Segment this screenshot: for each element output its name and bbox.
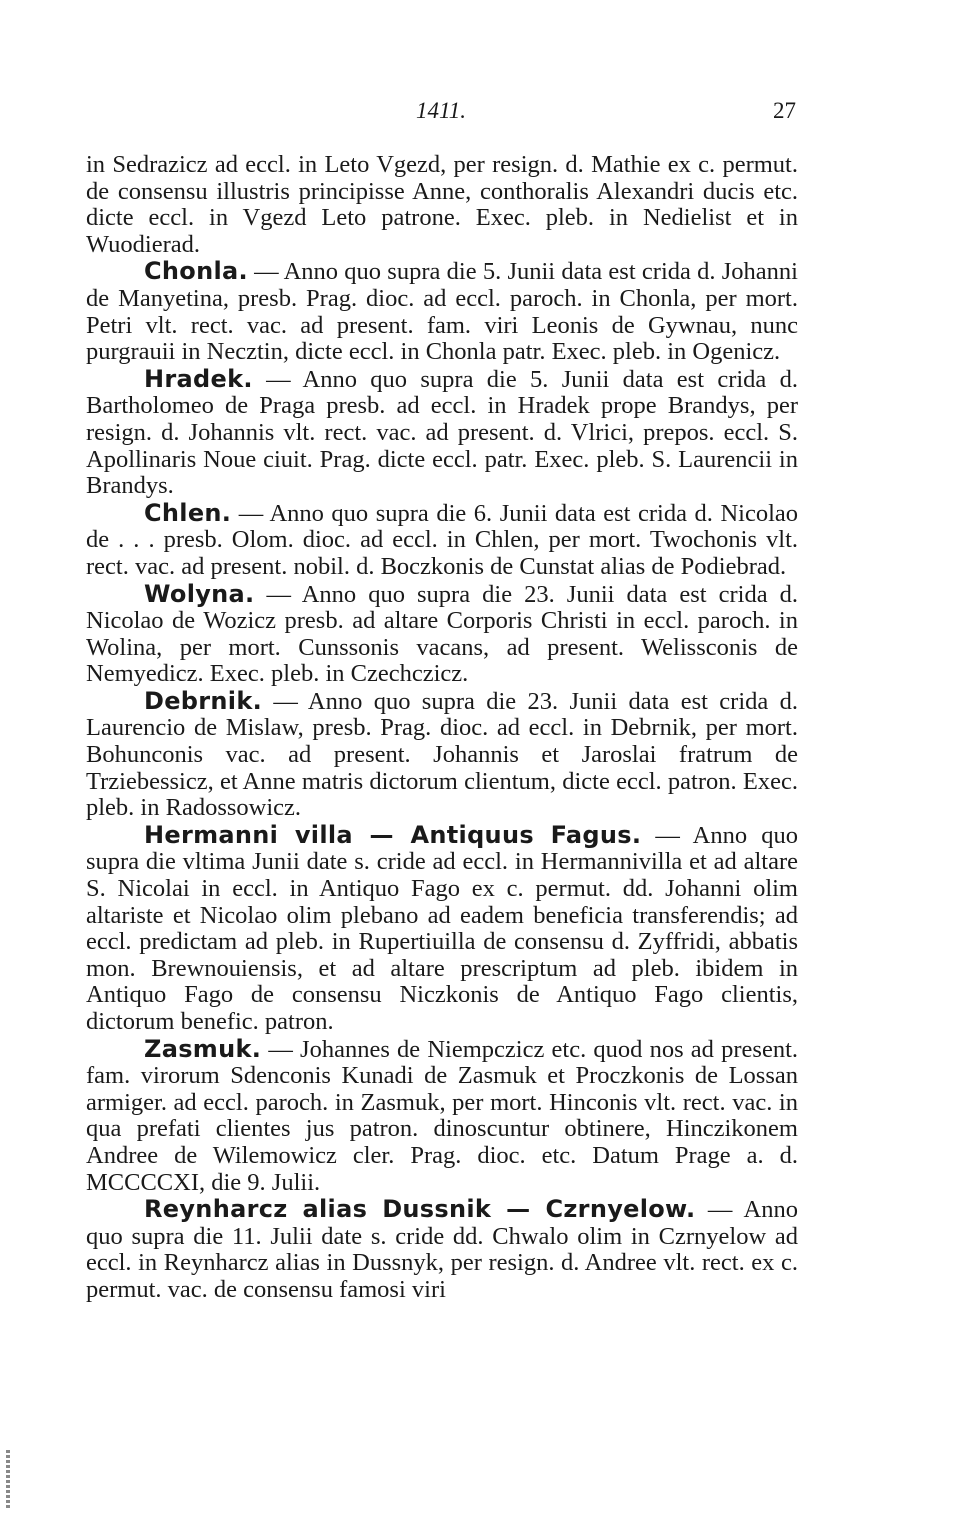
entry-continuation (86, 152, 798, 258)
entry-hradek (86, 366, 798, 500)
entry-text: — Anno quo supra die 23. Junii data est crida d. Nicolao de Wozicz presb. ad altare Corporis Christi in eccl. paroch. in Wolina, per mort. Cunssonis vacans, ad present. Welissconis de Nemyedicz. Exec. pleb. in Czechczicz. (86, 580, 798, 688)
entry-zasmuk (86, 1036, 798, 1197)
place-heading: Wolyna. (144, 579, 255, 608)
page-number: 27 (773, 98, 796, 123)
entry-debrnik (86, 688, 798, 822)
place-heading: Hradek. (144, 364, 253, 393)
entry-hermanni-villa (86, 822, 798, 1036)
entry-text: — Anno quo supra die 5. Junii data est crida d. Bartholomeo de Praga presb. ad eccl. in Hradek prope Brandys, per resign. d. Johannis vlt. rect. vac. ad present. d. Vlrici, prepos. eccl. S. Apollinaris Noue ciuit. Prag. dicte eccl. patr. Exec. pleb. S. Laurencii in Brandys. (86, 365, 798, 500)
entry-chlen (86, 500, 798, 581)
place-heading: Debrnik. (144, 686, 263, 715)
entry-text: in Sedrazicz ad eccl. in Leto Vgezd, per resign. d. Mathie ex c. permut. de consensu illustris principisse Anne, conthoralis Alexandri ducis etc. dicte eccl. in Vgezd Leto patrone. Exec. pleb. in Nedielist et in Wuodierad. (86, 151, 798, 258)
place-heading: Chlen. (144, 498, 232, 527)
place-heading: Chonla. (144, 257, 248, 286)
place-heading: Hermanni villa — Antiquus Fagus. (144, 820, 642, 849)
scan-edge-mark (6, 1450, 10, 1510)
place-heading: Reynharcz alias Dussnik — Czrnyelow. (144, 1195, 696, 1224)
entry-text: — Anno quo supra die vltima Junii date s. cride ad eccl. in Hermannivilla et ad altare S. Nicolai in eccl. in Antiquo Fago ex c. permut. dd. Johanni olim altariste et Nicolao olim plebano ad eadem beneficia transferendis; ad eccl. predictam ad pleb. in Rupertiuilla de consensu d. Zyffridi, abbatis mon. Brewnouiensis, et ad altare prescriptum ad pleb. ibidem in Antiquo Fago de consensu Niczkonis de Antiquo Fago clientis, dictorum benefic. patron. (86, 821, 798, 1035)
entry-text: — Anno quo supra die 5. Junii data est crida d. Johanni de Manyetina, presb. Prag. dioc. ad eccl. paroch. in Chonla, per mort. Petri vlt. rect. vac. ad present. fam. viri Leonis de Gywnau, nunc purgrauii in Necztin, dicte eccl. in Chonla patr. Exec. pleb. in Ogenicz. (86, 258, 798, 366)
entry-wolyna (86, 581, 798, 688)
entry-reynharcz (86, 1196, 798, 1303)
entry-text: — Anno quo supra die 23. Junii data est crida d. Laurencio de Mislaw, presb. Prag. dioc. ad eccl. in Debrnik, per mort. Bohunconis vac. ad present. Johannis et Jaroslai fratrum de Trziebessicz, et Anne matris dictorum clientum, dicte eccl. patron. Exec. pleb. in Radossowicz. (86, 687, 798, 822)
page-header (86, 98, 796, 130)
body-text (86, 152, 798, 1304)
entry-chonla (86, 258, 798, 365)
place-heading: Zasmuk. (144, 1034, 262, 1063)
entry-text: — Johannes de Niempczicz etc. quod nos ad present. fam. virorum Sdenconis Kunadi de Zasmuk et Proczkonis de Lossan armiger. ad eccl. paroch. in Zasmuk, per mort. Hinconis vlt. rect. vac. in qua prefati clientes jus patron. dinoscuntur obtinere, Hinczikonem Andree de Wilemowicz cler. Prag. dioc. etc. Datum Prage a. d. MCCCCXI, die 9. Julii. (86, 1035, 798, 1196)
running-head-year: 1411. (415, 98, 467, 123)
entry-text: — Anno quo supra die 6. Junii data est crida d. Nicolao de . . . presb. Olom. dioc. ad eccl. in Chlen, per mort. Twochonis vlt. rect. vac. ad present. nobil. d. Boczkonis de Cunstat alias de Podiebrad. (86, 499, 798, 580)
entry-text: — Anno quo supra die 11. Julii date s. cride dd. Chwalo olim in Czrnyelow ad eccl. in Reynharcz alias in Dussnyk, per resign. d. Andree vlt. rect. ex c. permut. vac. de consensu famosi viri (86, 1196, 798, 1303)
